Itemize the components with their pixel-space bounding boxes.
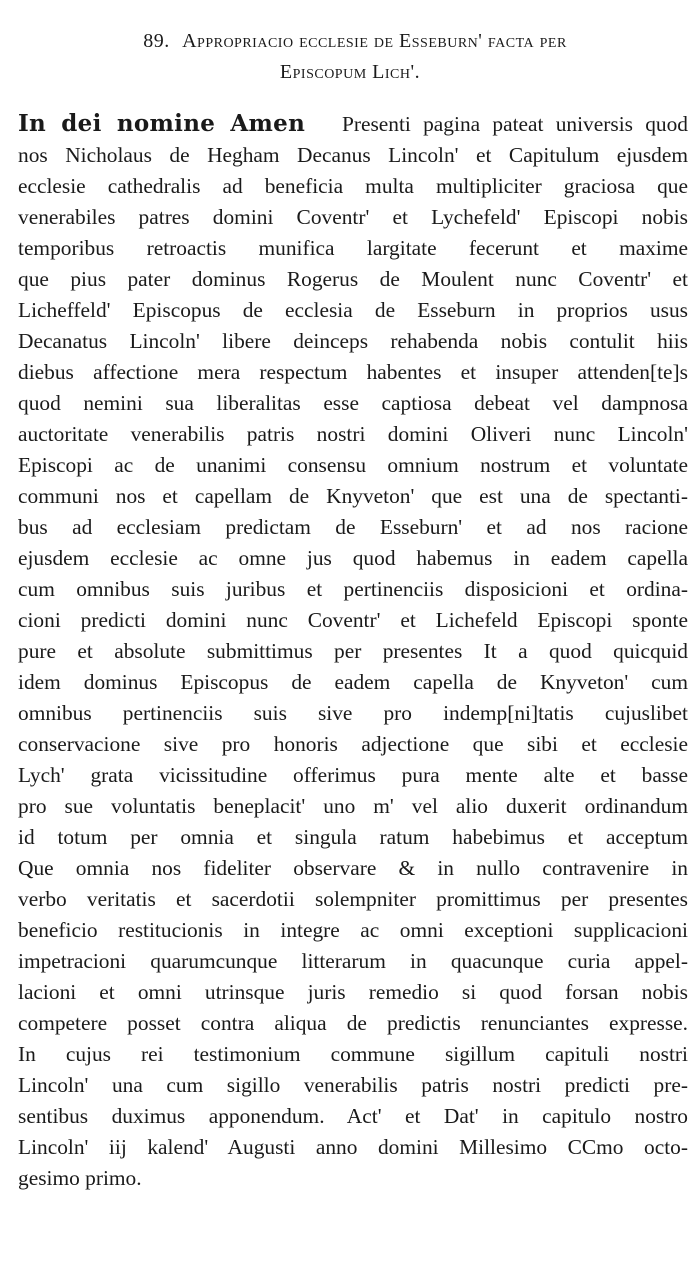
document-heading-line-1 xyxy=(0,30,700,53)
entry-number: 89. xyxy=(143,30,170,52)
text-line: lacioni et omni utrinsque juris remedio si quod forsan nobis xyxy=(18,980,688,1004)
text-line: omnibus pertinenciis suis sive pro indemp[ni]tatis cujuslibet xyxy=(18,701,688,725)
text-line: Decanatus Lincoln' libere deinceps rehabenda nobis contulit hiis xyxy=(18,329,688,353)
heading-title-line-1: Appropriacio ecclesie de Esseburn' facta per xyxy=(182,30,567,52)
text-line: conservacione sive pro honoris adjectione que sibi et ecclesie xyxy=(18,732,688,756)
text-line: impetracioni quarumcunque litterarum in quacunque curia appel- xyxy=(18,949,688,973)
text-line: nos Nicholaus de Hegham Decanus Lincoln' et Capitulum ejusdem xyxy=(18,143,688,167)
text-line: pro sue voluntatis beneplacit' uno m' vel alio duxerit ordinandum xyxy=(18,794,688,818)
text-line: cioni predicti domini nunc Coventr' et Lichefeld Episcopi sponte xyxy=(18,608,688,632)
text-line: Lincoln' una cum sigillo venerabilis patris nostri predicti pre- xyxy=(18,1073,688,1097)
text-line: Lincoln' iij kalend' Augusti anno domini Millesimo CCmo octo- xyxy=(18,1135,688,1159)
text-line: Episcopi ac de unanimi consensu omnium nostrum et voluntate xyxy=(18,453,688,477)
text-line: quod nemini sua liberalitas esse captiosa debeat vel dampnosa xyxy=(18,391,688,415)
text-line: ecclesie cathedralis ad beneficia multa multipliciter graciosa que xyxy=(18,174,688,198)
text-line: venerabiles patres domini Coventr' et Lychefeld' Episcopi nobis xyxy=(18,205,688,229)
text-line: sentibus duximus apponendum. Act' et Dat' in capitulo nostro xyxy=(18,1104,688,1128)
text-line: temporibus retroactis munifica largitate fecerunt et maxime xyxy=(18,236,688,260)
heading-title-line-2: Episcopum Lich'. xyxy=(279,61,421,83)
text-line-1-content: Presenti pagina pateat universis quod xyxy=(341,112,689,136)
text-line: ejusdem ecclesie ac omne jus quod habemus in eadem capella xyxy=(18,546,688,570)
text-line: communi nos et capellam de Knyveton' que est una de spectanti- xyxy=(18,484,688,508)
text-line: cum omnibus suis juribus et pertinenciis disposicioni et ordina- xyxy=(18,577,688,601)
text-line: idem dominus Episcopus de eadem capella de Knyveton' cum xyxy=(18,670,688,694)
text-line: In cujus rei testimonium commune sigillum capituli nostri xyxy=(18,1042,688,1066)
text-line: beneficio restitucionis in integre ac omni exceptioni supplicacioni xyxy=(18,918,688,942)
text-line: Licheffeld' Episcopus de ecclesia de Esseburn in proprios usus xyxy=(18,298,688,322)
text-line: id totum per omnia et singula ratum habebimus et acceptum xyxy=(18,825,688,849)
text-line: que pius pater dominus Rogerus de Moulent nunc Coventr' et xyxy=(18,267,688,291)
text-line-1 xyxy=(18,110,688,138)
incipit: In dei nomine Amen xyxy=(18,110,306,137)
document-heading-line-2 xyxy=(0,61,700,84)
text-line: gesimo primo. xyxy=(18,1166,142,1190)
text-line: pure et absolute submittimus per presentes It a quod quicquid xyxy=(18,639,688,663)
text-line: Que omnia nos fideliter observare & in nullo contravenire in xyxy=(18,856,688,880)
text-line: competere posset contra aliqua de predictis renunciantes expresse. xyxy=(18,1011,688,1035)
text-line: diebus affectione mera respectum habentes et insuper attenden[te]s xyxy=(18,360,688,384)
text-line: Lych' grata vicissitudine offerimus pura mente alte et basse xyxy=(18,763,688,787)
text-line: auctoritate venerabilis patris nostri domini Oliveri nunc Lincoln' xyxy=(18,422,688,446)
text-line: verbo veritatis et sacerdotii solempniter promittimus per presentes xyxy=(18,887,688,911)
text-line: bus ad ecclesiam predictam de Esseburn' et ad nos racione xyxy=(18,515,688,539)
